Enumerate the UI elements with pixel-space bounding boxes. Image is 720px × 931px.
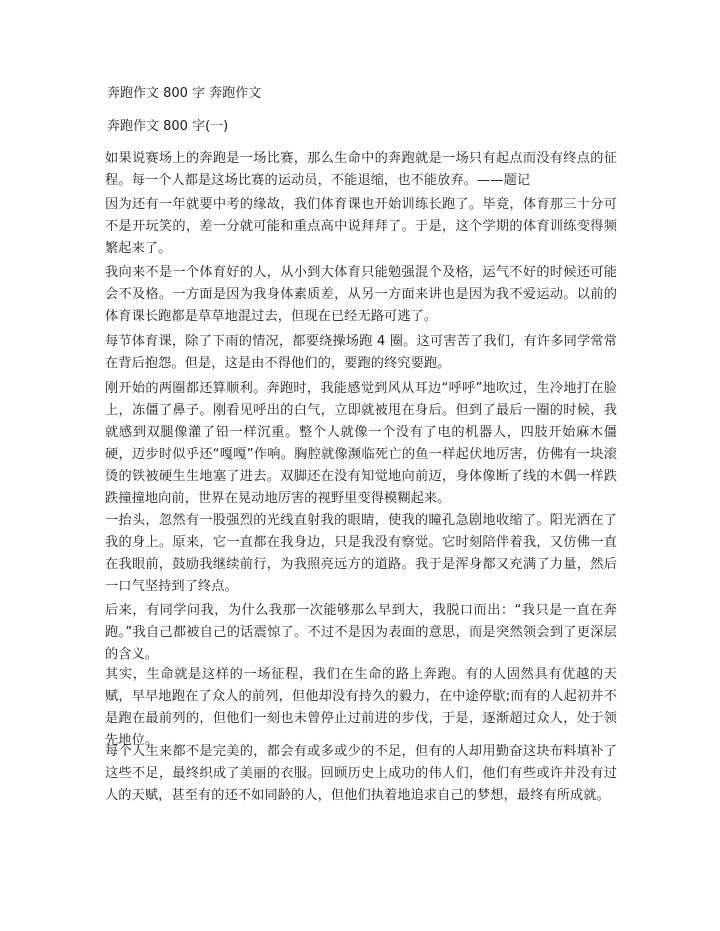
paragraph-classmate-question: 后来，有同学问我，为什么我那一次能够那么早到大，我脱口而出：“我只是一直在奔跑。”我自己都被自己的话震惊了。不过不是因为表面的意思，而是突然领会到了更深层的含义。 [105, 603, 617, 662]
paragraph-training-background: 因为还有一年就要中考的缘故，我们体育课也开始训练长跑了。毕竟，体育那三十分可不是开玩笑的，差一分就可能和重点高中说拜拜了。于是，这个学期的体育训练变得频繁起来了。 [105, 197, 617, 256]
document-title: 奔跑作文 800 字 奔跑作文 [107, 86, 262, 101]
paragraph-life-journey: 其实，生命就是这样的一场征程，我们在生命的路上奔跑。有的人固然具有优越的天赋，早早地跑在了众人的前列，但他却没有持久的毅力，在中途停歇;而有的人起初并不是跑在最前列的，但他们一刻也未曾停止过前进的步伐，于是，逐渐超过众人，处于领先地位。 [105, 667, 617, 748]
paragraph-epigraph: 如果说赛场上的奔跑是一场比赛，那么生命中的奔跑就是一场只有起点而没有终点的征程。每一个人都是这场比赛的运动员，不能退缩，也不能放弃。——题记 [105, 151, 617, 188]
paragraph-sunlight: 一抬头，忽然有一股强烈的光线直射我的眼睛，使我的瞳孔急剧地收缩了。阳光洒在了我的身上。原来，它一直都在我身边，只是我没有察觉。它时刻陪伴着我，又仿佛一直在我眼前，鼓励我继续前行，为我照亮远方的道路。我于是浑身都又充满了力量，然后一口气坚持到了终点。 [105, 513, 617, 594]
paragraph-four-laps: 每节体育课，除了下雨的情况，都要绕操场跑 4 圈。这可害苦了我们，有许多同学常常在背后抱怨。但是，这是由不得他们的，要跑的终究要跑。 [105, 334, 617, 371]
paragraph-not-perfect: 每个人生来都不是完美的，都会有或多或少的不足，但有的人却用勤奋这块布料填补了这些不足，最终织成了美丽的衣服。回顾历史上成功的伟人们，他们有些或许并没有过人的天赋，甚至有的还不如同龄的人，但他们执着地追求自己的梦想，最终有所成就。 [105, 744, 617, 803]
paragraph-not-athletic: 我向来不是一个体育好的人，从小到大体育只能勉强混个及格，运气不好的时候还可能会不及格。一方面是因为我身体素质差，从另一方面来讲也是因为我不爱运动。以前的体育课长跑都是草草地混过去，但现在已经无路可逃了。 [105, 265, 617, 324]
document-subtitle: 奔跑作文 800 字(一) [107, 119, 229, 134]
paragraph-first-laps: 刚开始的两圈都还算顺利。奔跑时，我能感觉到风从耳边“呼呼”地吹过，生冷地打在脸上，冻僵了鼻子。刚看见呼出的白气，立即就被甩在身后。但到了最后一圈的时候，我就感到双腿像灌了铅一样沉重。整个人就像一个没有了电的机器人，四肢开始麻木僵硬，迈步时似乎还“嘎嘎”作响。胸腔就像濒临死亡的鱼一样起伏地厉害，仿佛有一块滚烫的铁被硬生生地塞了进去。双脚还在没有知觉地向前迈，身体像断了线的木偶一样跌跌撞撞地向前，世界在晃动地厉害的视野里变得模糊起来。 [105, 381, 617, 506]
